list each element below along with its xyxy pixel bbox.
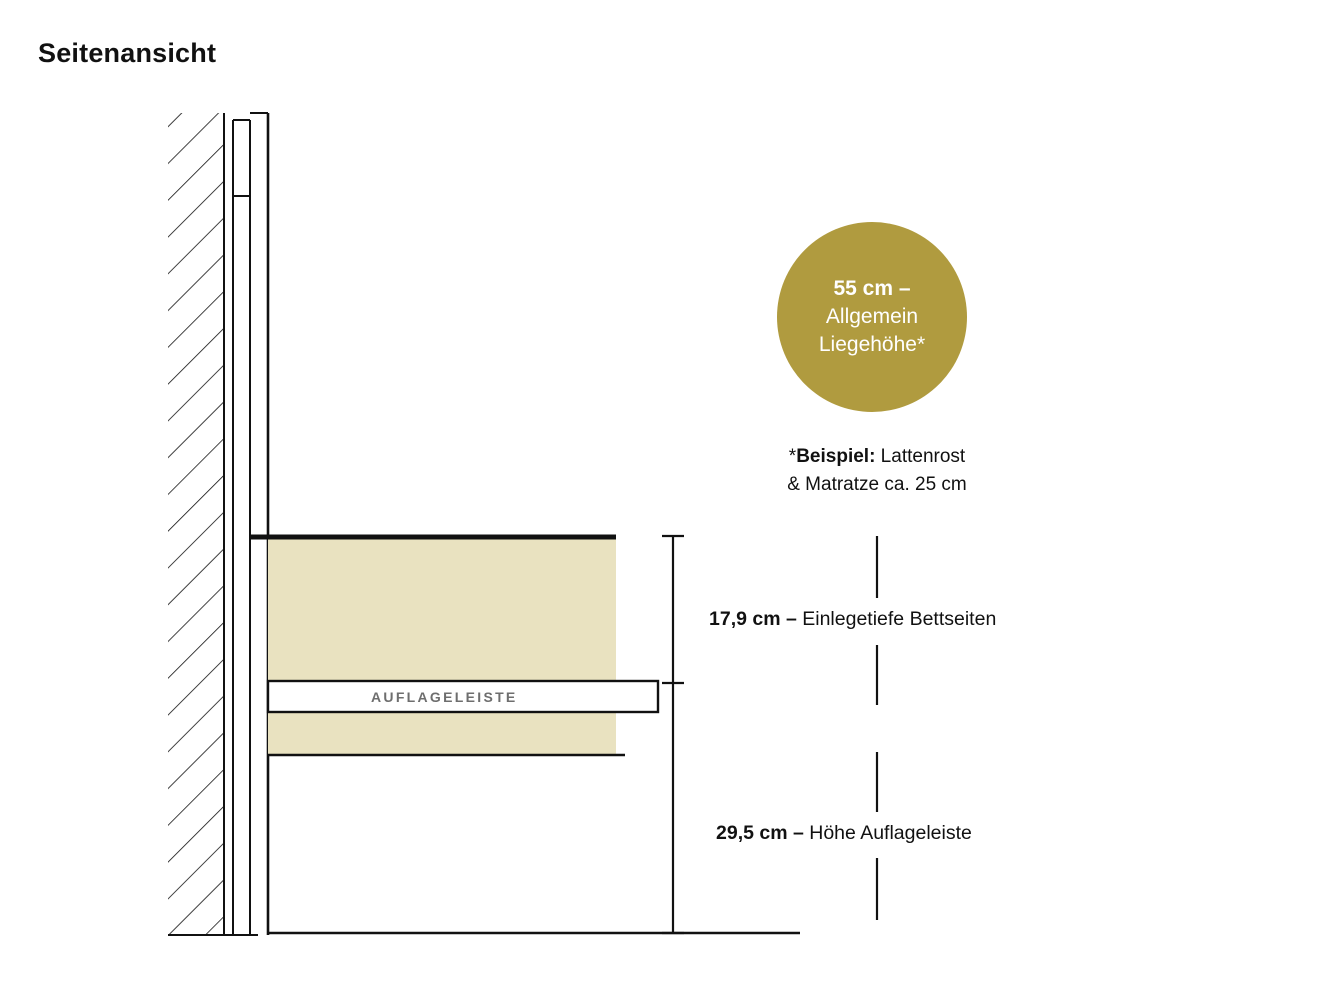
badge-line-1: 55 cm – (833, 277, 911, 301)
support-rail-label: AUFLAGELEISTE (371, 689, 518, 705)
dimension-text-1: Einlegetiefe Bettseiten (796, 608, 997, 630)
badge-line-3: Liegehöhe* (818, 332, 926, 356)
dimension-value-1: 17,9 cm – (709, 608, 797, 630)
dimension-label-hoehe (716, 822, 972, 845)
footnote (742, 443, 1012, 498)
dimension-value-2: 29,5 cm – (716, 822, 804, 844)
dimension-text-2: Höhe Auflageleiste (803, 822, 972, 844)
badge-line-2: Allgemein (825, 305, 919, 329)
page-title: Seitenansicht (38, 38, 217, 68)
footnote-bold: Beispiel: (796, 446, 876, 467)
mattress-block (250, 537, 625, 755)
footnote-line-1 (742, 443, 1012, 471)
dimension-label-einlegetiefe (709, 608, 996, 631)
dimension-bracket-left (662, 536, 684, 933)
headboard-panel (233, 113, 268, 935)
footnote-marker: * (788, 446, 797, 467)
lying-height-badge (777, 222, 967, 412)
footnote-line-2: & Matratze ca. 25 cm (787, 473, 967, 495)
footnote-text-1: Lattenrost (875, 446, 966, 467)
wall-hatched (168, 113, 258, 935)
